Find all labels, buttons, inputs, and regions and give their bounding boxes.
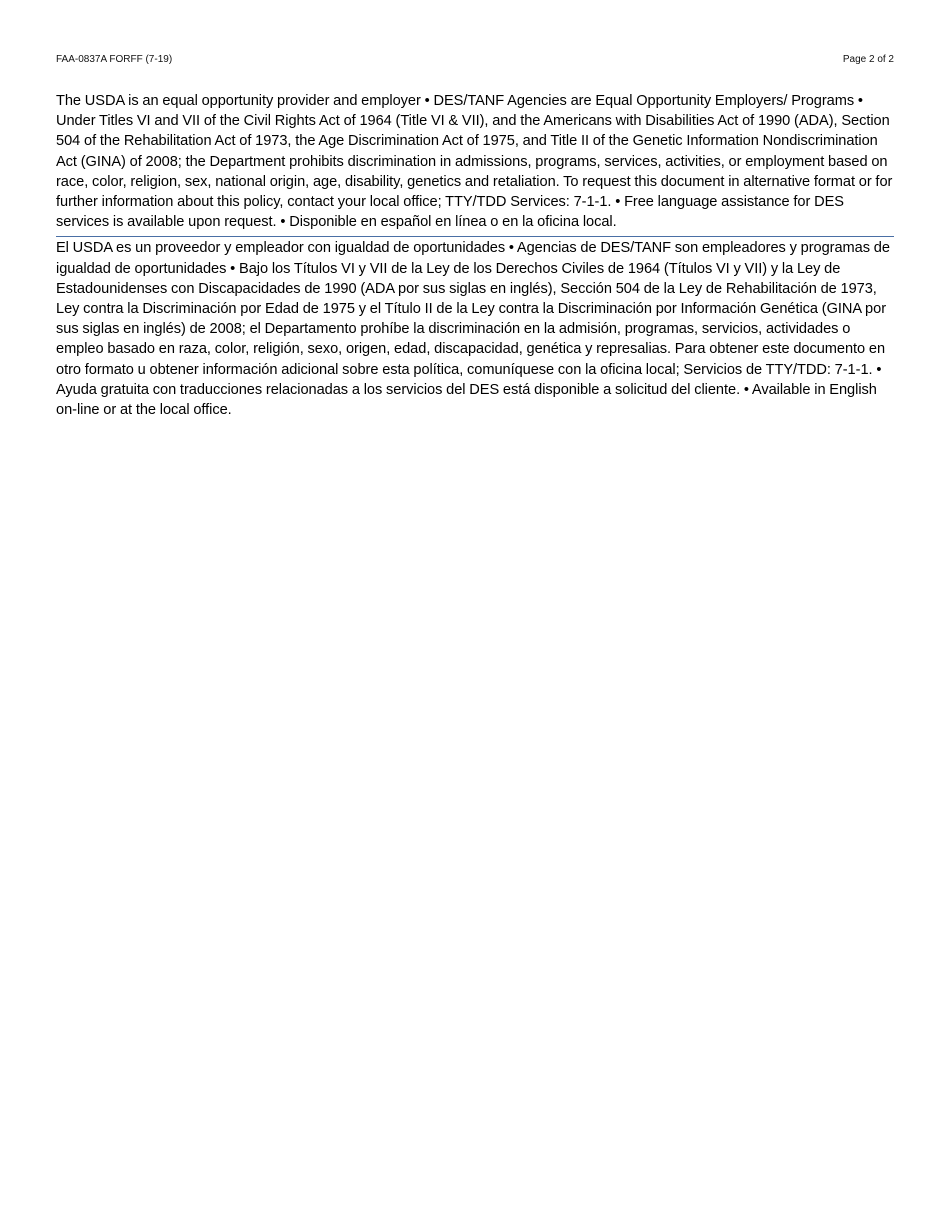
english-notice-paragraph: The USDA is an equal opportunity provider and employer • DES/TANF Agencies are Equal Opportunity Employers/ Programs • Under Titles VI and VII of the Civil Rights Act of 1964 (Title VI & VII), and the Americans with Disabilities Act of 1990 (ADA), Section 504 of the Rehabilitation Act of 1973, the Age Discrimination Act of 1975, and Title II of the Genetic Information Nondiscrimination Act (GINA) of 2008; the Department prohibits discrimination in admissions, programs, services, activities, or employment based on race, color, religion, sex, national origin, age, disability, genetics and retaliation. To request this document in alternative format or for further information about this policy, contact your local office; TTY/TDD Services: 7-1-1. • Free language assistance for DES services is available upon request. • Disponible en español en línea o en la oficina local. bbox=[56, 93, 893, 231]
page-number: Page 2 of 2 bbox=[842, 54, 894, 65]
page-header bbox=[56, 53, 894, 67]
spanish-notice-paragraph: El USDA es un proveedor y empleador con igualdad de oportunidades • Agencias de DES/TANF son empleadores y programas de igualdad de oportunidades • Bajo los Títulos VI y VII de la Ley de los Derechos Civiles de 1964 (Títulos VI y VII) y la Ley de Estadounidenses con Discapacidades de 1990 (ADA por sus siglas en inglés), Sección 504 de la Ley de Rehabilitación de 1973, Ley contra la Discriminación por Edad de 1975 y el Título II de la Ley contra la Discriminación por Información Genética (GINA por sus siglas en inglés) de 2008; el Departamento prohíbe la discriminación en la admisión, programas, servicios, actividades o empleo basado en raza, color, religión, sexo, origen, edad, discapacidad, genética y represalias. Para obtener este documento en otro formato u obtener información adicional sobre esta política, comuníquese con la oficina local; Servicios de TTY/TDD: 7-1-1. • Ayuda gratuita con traducciones relacionadas a los servicios del DES está disponible a solicitud del cliente. • Available in English on-line or at the local office. bbox=[56, 240, 890, 419]
nondiscrimination-notice bbox=[56, 91, 894, 420]
form-id: FAA-0837A FORFF (7-19) bbox=[56, 54, 173, 65]
section-divider bbox=[56, 236, 894, 237]
